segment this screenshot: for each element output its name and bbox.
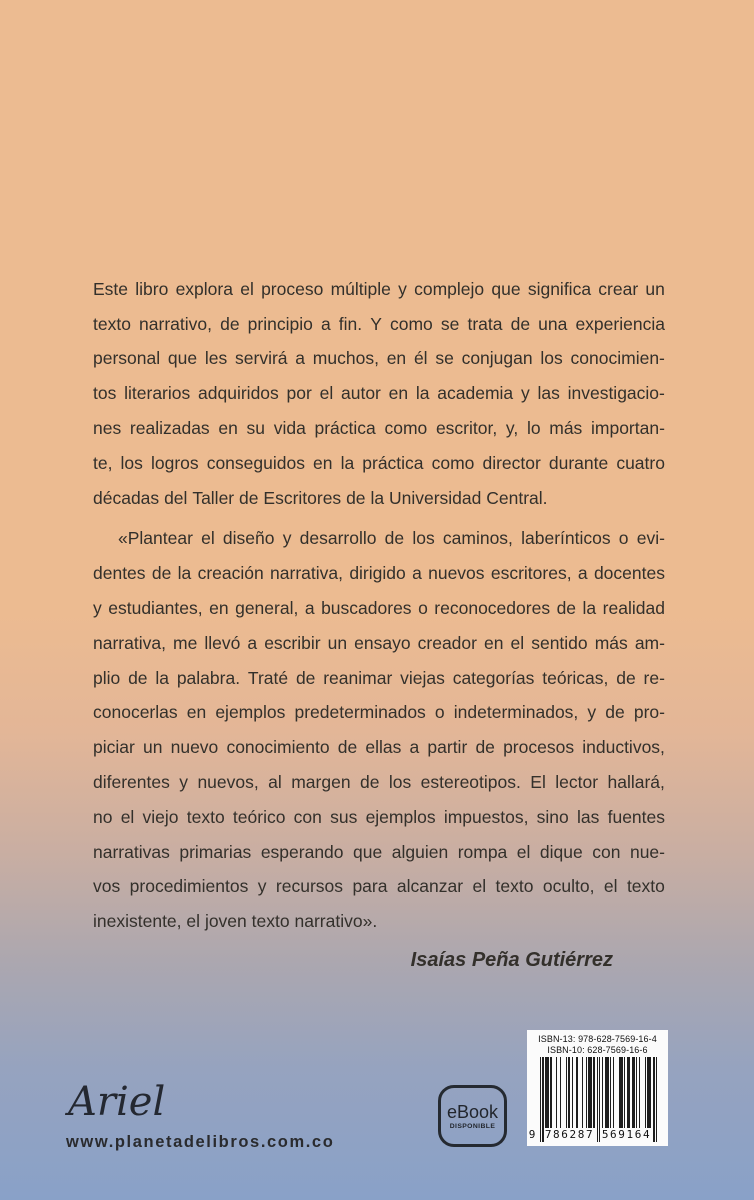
publisher-website-url: www.planetadelibros.com.co: [66, 1133, 335, 1151]
isbn13-label: ISBN-13: 978-628-7569-16-4: [538, 1034, 657, 1044]
synopsis-line: dentes de la creación narrativa, dirigido a nuevos escritores, a docentes: [93, 563, 665, 584]
barcode-bar: [602, 1057, 603, 1128]
synopsis-text-block: [93, 272, 665, 978]
barcode-bar: [588, 1057, 592, 1128]
author-name: Isaías Peña Gutiérrez: [410, 949, 613, 972]
barcode-bar: [653, 1057, 654, 1142]
ean-first-digit: 9: [528, 1128, 536, 1141]
barcode-bar: [610, 1057, 611, 1128]
ebook-badge-title: eBook: [446, 1101, 499, 1122]
synopsis-paragraph-2: [93, 522, 665, 940]
barcode-bar: [540, 1057, 541, 1142]
synopsis-line: nes realizadas en su vida práctica como escritor, y, lo más importan-: [93, 418, 665, 439]
barcode-bar: [560, 1057, 561, 1128]
barcode-bar: [566, 1057, 567, 1128]
synopsis-line: no el viejo texto teórico con sus ejemplos impuestos, sino las fuentes: [93, 806, 665, 827]
barcode-bar: [645, 1057, 646, 1128]
synopsis-paragraph-1: [93, 272, 665, 516]
synopsis-line: «Plantear el diseño y desarrollo de los caminos, laberínticos o evi-: [118, 528, 665, 549]
barcode-bar: [568, 1057, 569, 1128]
ean13-barcode-bars: [528, 1057, 657, 1142]
publisher-logo-ariel: Ariel: [68, 1079, 166, 1125]
barcode-bar: [545, 1057, 549, 1128]
synopsis-line: vos procedimientos y recursos para alcanzar el texto oculto, el texto: [93, 876, 665, 897]
ebook-badge-subtitle: DISPONIBLE: [449, 1122, 496, 1130]
barcode-bar: [586, 1057, 587, 1128]
ean-digit-group-2: 569164: [601, 1128, 652, 1141]
barcode-bar: [624, 1057, 625, 1128]
synopsis-line: narrativa, me llevó a escribir un ensayo creador en el sentido más am-: [93, 632, 665, 653]
barcode-bar: [656, 1057, 657, 1142]
barcode-bar: [593, 1057, 595, 1128]
barcode-bar: [597, 1057, 598, 1142]
synopsis-line: texto narrativo, de principio a fin. Y como se trata de una experiencia: [93, 313, 665, 334]
barcode-bar: [582, 1057, 583, 1128]
synopsis-line: personal que les servirá a muchos, en él se conjugan los conocimien-: [93, 348, 665, 369]
barcode-bar: [619, 1057, 623, 1128]
isbn-barcode-block: [527, 1030, 668, 1146]
barcode-bar: [550, 1057, 552, 1128]
barcode-bar: [613, 1057, 614, 1128]
synopsis-line: plio de la palabra. Traté de reanimar viejas categorías teóricas, de re-: [93, 667, 665, 688]
barcode-bar: [639, 1057, 640, 1128]
synopsis-line: diferentes y nuevos, al margen de los estereotipos. El lector hallará,: [93, 772, 665, 793]
synopsis-line: Este libro explora el proceso múltiple y complejo que significa crear un: [93, 278, 665, 299]
barcode-bar: [636, 1057, 637, 1128]
synopsis-line: te, los logros conseguidos en la práctica como director durante cuatro: [93, 452, 665, 473]
barcode-bar: [556, 1057, 557, 1128]
barcode-bar: [632, 1057, 634, 1128]
barcode-bar: [627, 1057, 629, 1128]
synopsis-line: inexistente, el joven texto narrativo».: [93, 911, 378, 932]
ebook-available-badge: [438, 1085, 507, 1147]
barcode-bar: [572, 1057, 573, 1128]
barcode-bar: [576, 1057, 578, 1128]
ean-digit-group-1: 786287: [544, 1128, 595, 1141]
synopsis-line: décadas del Taller de Escritores de la Universidad Central.: [93, 487, 548, 508]
synopsis-line: narrativas primarias esperando que alguien rompa el dique con nue-: [93, 841, 665, 862]
synopsis-line: piciar un nuevo conocimiento de ellas a partir de procesos inductivos,: [93, 737, 665, 758]
synopsis-line: conocerlas en ejemplos predeterminados o indeterminados, y de pro-: [93, 702, 665, 723]
barcode-bar: [605, 1057, 609, 1128]
barcode-bar: [647, 1057, 651, 1128]
synopsis-line: tos literarios adquiridos por el autor en la academia y las investigacio-: [93, 383, 665, 404]
isbn10-label: ISBN-10: 628-7569-16-6: [547, 1045, 648, 1055]
synopsis-line: y estudiantes, en general, a buscadores o reconocedores de la realidad: [93, 598, 665, 619]
